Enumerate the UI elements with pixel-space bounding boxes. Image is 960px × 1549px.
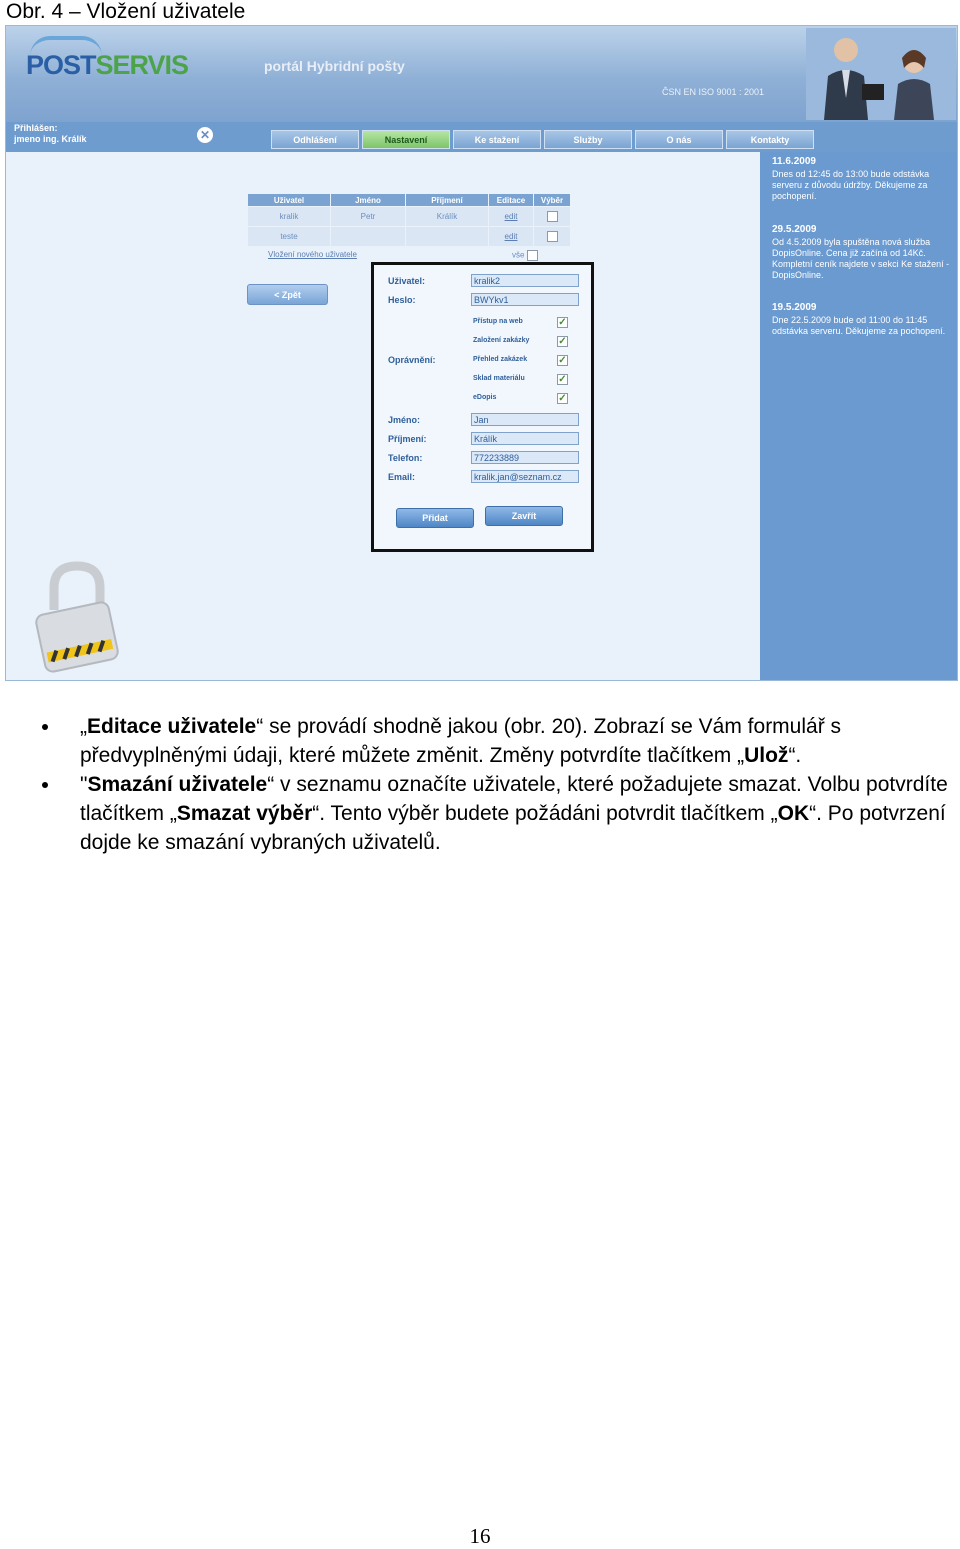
permission-label: eDopis: [473, 394, 497, 401]
text-quote: „: [770, 802, 778, 825]
nav-tab[interactable]: Kontakty: [726, 130, 814, 149]
row-select-checkbox[interactable]: [547, 231, 558, 242]
cell-last: [406, 227, 488, 246]
permission-checkbox[interactable]: [557, 393, 568, 404]
nav-tab[interactable]: O nás: [635, 130, 723, 149]
portal-title: portál Hybridní pošty: [264, 58, 405, 74]
col-header-select: Výběr: [534, 194, 570, 206]
phone-label: Telefon:: [388, 453, 423, 463]
last-name-label: Příjmení:: [388, 434, 427, 444]
text-quote: ": [80, 773, 88, 796]
permission-label: Sklad materiálu: [473, 375, 525, 382]
permission-checkbox[interactable]: [557, 317, 568, 328]
news-text: Dnes od 12:45 do 13:00 bude odstávka serveru z důvodu údržby. Děkujeme za pochopení.: [772, 169, 930, 201]
bullet-delete-user: [40, 770, 955, 857]
table-row: [248, 207, 570, 226]
col-header-first-name: Jméno: [331, 194, 405, 206]
postservis-logo[interactable]: [26, 50, 188, 81]
password-input[interactable]: BWYkv1: [471, 293, 579, 306]
col-header-user: Uživatel: [248, 194, 330, 206]
term-edit-user: Editace uživatele: [87, 715, 257, 738]
nav-tab[interactable]: Odhlášení: [271, 130, 359, 149]
news-date: 11.6.2009: [772, 156, 816, 167]
business-people-photo: [806, 28, 956, 120]
iso-certification: ČSN EN ISO 9001 : 2001: [662, 87, 765, 97]
table-row: [248, 227, 570, 246]
first-name-label: Jméno:: [388, 415, 421, 425]
portal-screenshot: [5, 25, 958, 681]
permission-checkbox[interactable]: [557, 355, 568, 366]
cell-first: [331, 227, 405, 246]
nav-tab[interactable]: Ke stažení: [453, 130, 541, 149]
close-form-button[interactable]: Zavřít: [485, 506, 563, 526]
row-select-checkbox[interactable]: [547, 211, 558, 222]
text-confirm-description: “. Tento výběr budete požádáni potvrdit tlačítkem: [312, 802, 771, 825]
login-label: Přihlášen:: [14, 123, 58, 133]
logout-close-icon[interactable]: ✕: [197, 127, 213, 143]
main-nav: [271, 130, 814, 149]
permissions-label: Oprávnění:: [388, 355, 436, 365]
col-header-last-name: Příjmení: [406, 194, 488, 206]
term-save-button: Ulož: [744, 744, 789, 767]
users-table: [247, 193, 571, 247]
header-banner: [6, 26, 957, 122]
term-delete-user: Smazání uživatele: [87, 773, 268, 796]
news-date: 19.5.2009: [772, 302, 817, 313]
cell-user: kralik: [248, 207, 330, 226]
logo-text-post: POST: [26, 50, 96, 80]
text-end: “. Po potvrzení dojde ke smazání vybraných uživatelů.: [80, 802, 946, 854]
news-item: [772, 302, 950, 337]
username-input[interactable]: kralik2: [471, 274, 579, 287]
login-info: [14, 123, 87, 145]
padlock-icon: [32, 558, 122, 676]
figure-caption: Obr. 4 – Vložení uživatele: [6, 0, 246, 23]
text-quote: „: [80, 715, 87, 738]
news-text: Od 4.5.2009 byla spuštěna nová služba DopisOnline. Cena již začíná od 14Kč. Kompletní ceník najdete v sekci Ke stažení - DopisOnline.: [772, 237, 950, 280]
text-quote: „: [737, 744, 745, 767]
cell-select: [534, 227, 570, 246]
cell-edit: [489, 227, 533, 246]
logo-text-servis: SERVIS: [95, 50, 189, 80]
cell-first: Petr: [331, 207, 405, 226]
first-name-input[interactable]: Jan: [471, 413, 579, 426]
nav-tab[interactable]: Nastavení: [362, 130, 450, 149]
last-name-input[interactable]: Králík: [471, 432, 579, 445]
cell-user: teste: [248, 227, 330, 246]
edit-link[interactable]: edit: [504, 232, 518, 241]
cell-edit: [489, 207, 533, 226]
email-input[interactable]: kralik.jan@seznam.cz: [471, 470, 579, 483]
text-quote: “: [267, 773, 275, 796]
edit-link[interactable]: edit: [504, 212, 518, 221]
col-header-edit: Editace: [489, 194, 533, 206]
text-quote: „: [169, 802, 177, 825]
bullet-dot: [42, 782, 48, 788]
permission-label: Přístup na web: [473, 318, 523, 325]
text-end: “.: [788, 744, 802, 767]
permission-checkbox[interactable]: [557, 374, 568, 385]
news-date: 29.5.2009: [772, 224, 817, 235]
select-all-checkbox[interactable]: [527, 250, 538, 261]
nav-tab[interactable]: Služby: [544, 130, 632, 149]
permission-label: Přehled zakázek: [473, 356, 528, 363]
term-delete-selection-button: Smazat výběr: [176, 802, 313, 825]
term-ok-button: OK: [777, 802, 810, 825]
news-item: [772, 156, 950, 202]
add-new-user-link[interactable]: Vložení nového uživatele: [268, 250, 357, 259]
bullet-edit-user: [40, 712, 955, 770]
news-panel: [760, 152, 957, 681]
back-button[interactable]: < Zpět: [247, 284, 328, 305]
news-item: [772, 224, 950, 281]
text-delete-description: v seznamu označíte uživatele, které požadujete smazat. Volbu potvrdíte tlačítkem: [80, 773, 948, 825]
bullet-dot: [42, 724, 48, 730]
page-number: 16: [469, 1524, 491, 1548]
permission-checkbox[interactable]: [557, 336, 568, 347]
add-user-form: [371, 262, 594, 552]
text-edit-description: se provádí shodně jakou (obr. 20). Zobrazí se Vám formulář s předvyplněnými údaji, které můžete změnit. Změny potvrdíte tlačítkem: [80, 715, 842, 767]
phone-input[interactable]: 772233889: [471, 451, 579, 464]
email-label: Email:: [388, 472, 416, 482]
cell-select: [534, 207, 570, 226]
cell-last: Králík: [406, 207, 488, 226]
news-text: Dne 22.5.2009 bude od 11:00 do 11:45 odstávka serveru. Děkujeme za pochopení.: [772, 315, 946, 336]
instructions-list: [40, 712, 955, 857]
add-button[interactable]: Přidat: [396, 508, 474, 528]
select-all-label: [512, 250, 538, 261]
login-name: jmeno ing. Králík: [14, 134, 87, 144]
user-label: Uživatel:: [388, 276, 426, 286]
password-label: Heslo:: [388, 295, 416, 305]
select-all-text: vše: [512, 250, 525, 260]
permission-label: Založení zakázky: [473, 337, 530, 344]
text-quote: “: [256, 715, 264, 738]
